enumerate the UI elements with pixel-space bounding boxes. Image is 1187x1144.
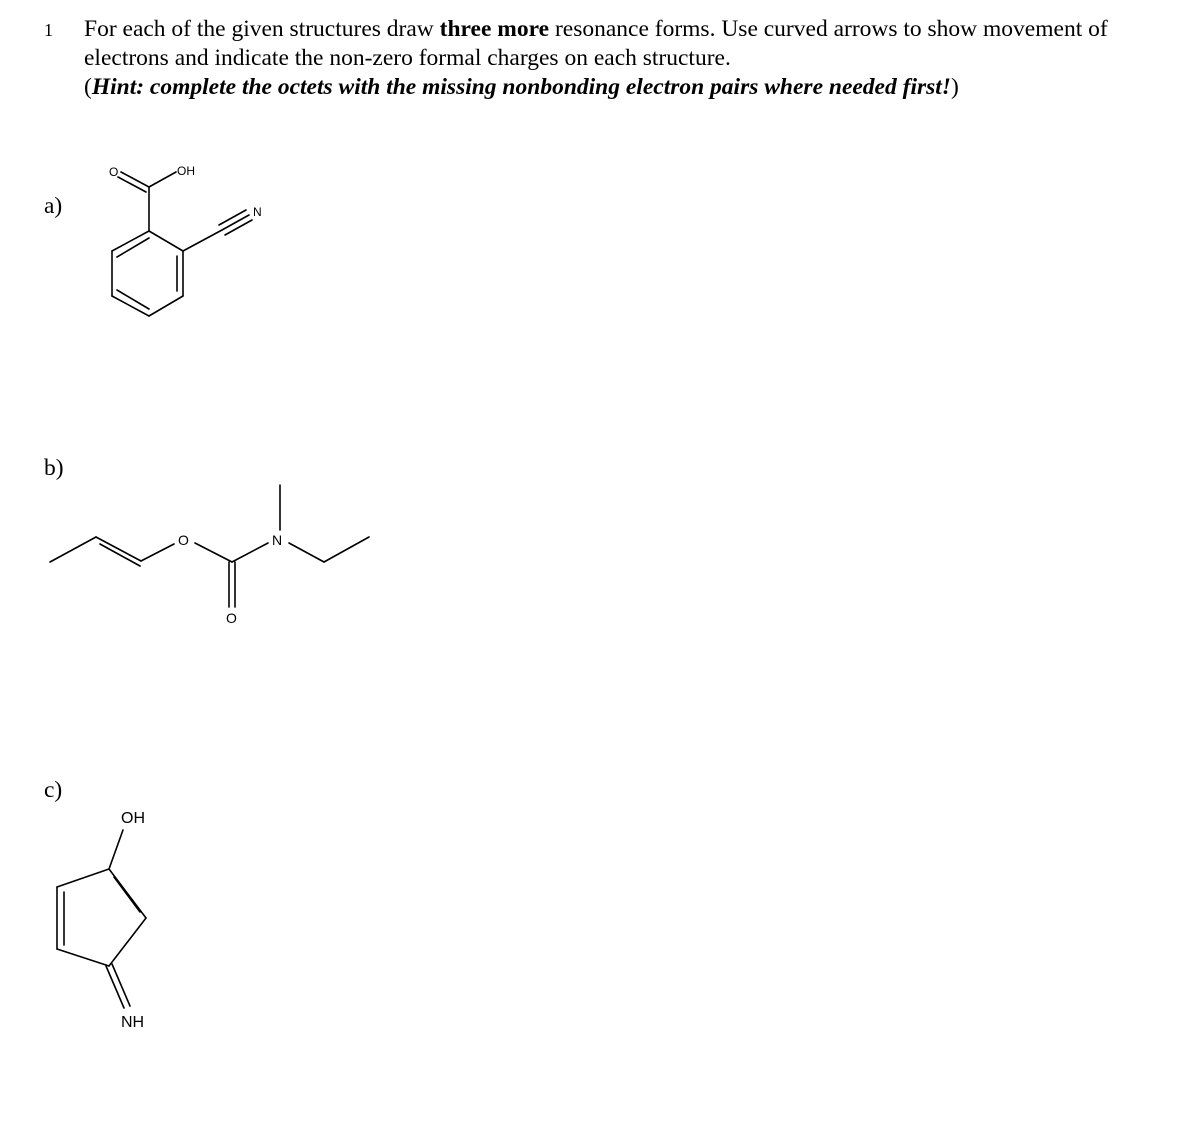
n-ethyl-bond <box>289 543 324 562</box>
hint-line: (Hint: complete the octets with the missing nonbonding electron pairs where needed first!) <box>84 74 959 100</box>
question-number: 1 <box>44 20 53 40</box>
hint-text: Hint: complete the octets with the missing nonbonding electron pairs where needed first! <box>91 74 951 100</box>
chain-bond <box>50 537 96 562</box>
part-b-label: b) <box>44 455 64 481</box>
c-c-bond <box>183 230 222 251</box>
c-oh-bond <box>149 172 176 187</box>
carbonyl-double-bond <box>121 172 149 187</box>
question-lead: For each of the given structures draw <box>84 16 434 42</box>
atom-n: N <box>272 532 283 548</box>
ring-a-bond <box>149 231 183 251</box>
structure-c <box>57 810 146 1031</box>
atom-n: N <box>253 205 262 219</box>
carbonyl-double-bond <box>118 177 146 192</box>
atom-nh: NH <box>121 1014 145 1031</box>
question-emphasis: three more <box>439 16 550 42</box>
atom-o: O <box>109 165 119 179</box>
nitrile-triple-bond <box>225 220 252 235</box>
ring-c-bond <box>57 869 109 887</box>
ring-c-bond <box>109 869 146 918</box>
o-c-bond <box>195 543 232 562</box>
c-n-bond <box>232 543 268 562</box>
ring-c-double-inner <box>114 877 140 912</box>
c-oh-bond <box>109 830 123 869</box>
alkene-double-bond <box>100 544 140 566</box>
c-o-bond <box>141 544 174 561</box>
structure-a <box>109 164 262 316</box>
atom-o: O <box>178 532 189 548</box>
part-a-label: a) <box>44 193 63 219</box>
alkene-double-bond <box>96 537 141 561</box>
ring-c-bond <box>57 949 109 966</box>
atom-o: O <box>226 610 237 626</box>
nitrile-triple-bond <box>219 210 246 225</box>
ring-a-double-inner <box>117 238 149 257</box>
question-rest: resonance forms. Use curved arrows to show movement of electrons and indicate the non-zero formal charges on each structure. <box>84 16 1108 71</box>
nitrile-triple-bond <box>222 215 249 230</box>
structure-b <box>50 485 369 626</box>
ring-a-double-inner <box>117 290 149 309</box>
atom-oh: OH <box>121 810 145 827</box>
ring-a-bond <box>149 296 183 316</box>
ring-c-bond <box>109 918 146 966</box>
atom-oh: OH <box>177 164 195 178</box>
part-c-label: c) <box>44 777 63 803</box>
ethyl-bond <box>324 537 369 562</box>
